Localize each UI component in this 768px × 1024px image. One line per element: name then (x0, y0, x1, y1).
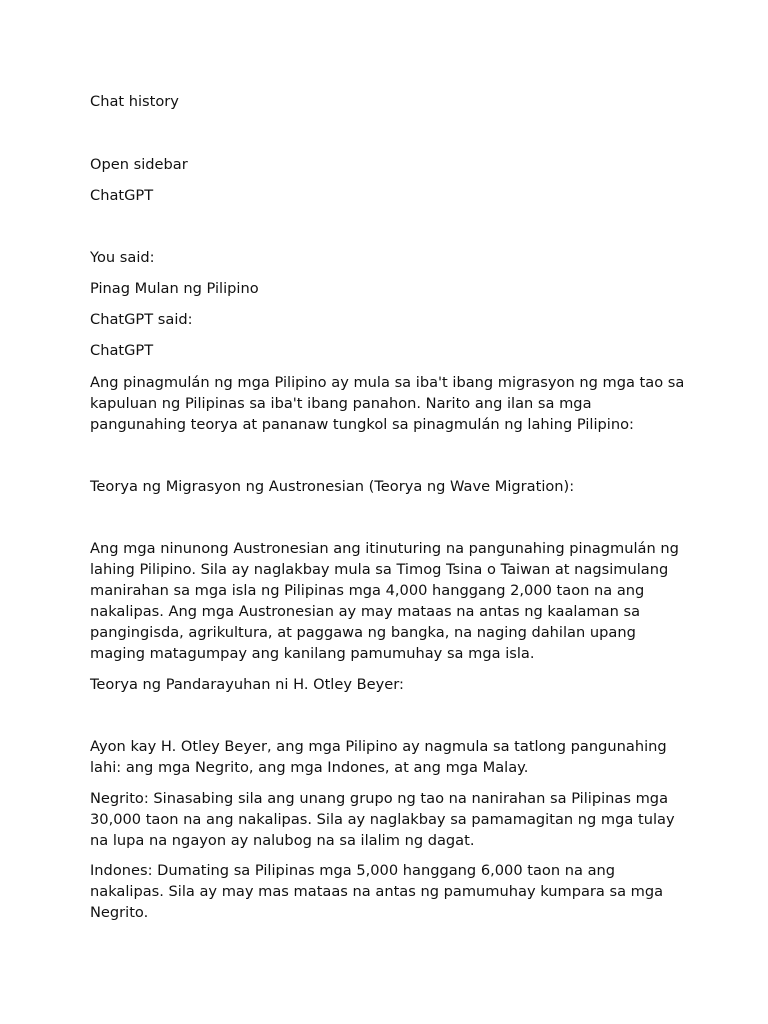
open-sidebar-link[interactable]: Open sidebar (90, 156, 188, 173)
app-title: ChatGPT (90, 187, 154, 204)
paragraph-austronesian: Ang mga ninunong Austronesian ang itinuturing na pangunahing pinagmulán ng lahing Pilipino. Sila ay naglakbay mula sa Timog Tsina o Taiwan at nagsimulang manirahan sa mga isla ng Pilipinas mga 4,000 hanggang 2,000 taon na ang nakalipas. Ang mga Austronesian ay may mataas na antas ng kaalaman sa pangingisda, agrikultura, at paggawa ng bangka, na naging dahilan upang maging matagumpay ang kanilang pamumuhay sa mga isla. (90, 540, 679, 662)
paragraph-negrito: Negrito: Sinasabing sila ang unang grupo ng tao na nanirahan sa Pilipinas mga 30,000 taon na ang nakalipas. Sila ay naglakbay sa pamamagitan ng mga tulay na lupa na ngayon ay nalubog na sa ilalim ng dagat. (90, 790, 675, 849)
paragraph-beyer: Ayon kay H. Otley Beyer, ang mga Pilipino ay nagmula sa tatlong pangunahing lahi: ang mga Negrito, ang mga Indones, at ang mga Malay. (90, 738, 667, 776)
section-heading-beyer: Teorya ng Pandarayuhan ni H. Otley Beyer: (90, 676, 404, 693)
user-message: Pinag Mulan ng Pilipino (90, 280, 259, 297)
section-heading-austronesian: Teorya ng Migrasyon ng Austronesian (Teorya ng Wave Migration): (90, 478, 575, 495)
chat-history-link[interactable]: Chat history (90, 93, 179, 110)
intro-paragraph: Ang pinagmulán ng mga Pilipino ay mula sa iba't ibang migrasyon ng mga tao sa kapuluan ng Pilipinas sa iba't ibang panahon. Narito ang ilan sa mga pangunahing teorya at pananaw tungkol sa pinagmulán ng lahing Pilipino: (90, 374, 685, 433)
assistant-label: ChatGPT said: (90, 311, 193, 328)
user-label: You said: (90, 249, 155, 266)
paragraph-indones: Indones: Dumating sa Pilipinas mga 5,000 hanggang 6,000 taon na ang nakalipas. Sila ay may mas mataas na antas ng pamumuhay kumpara sa mga Negrito. (90, 862, 664, 921)
assistant-name: ChatGPT (90, 342, 154, 359)
